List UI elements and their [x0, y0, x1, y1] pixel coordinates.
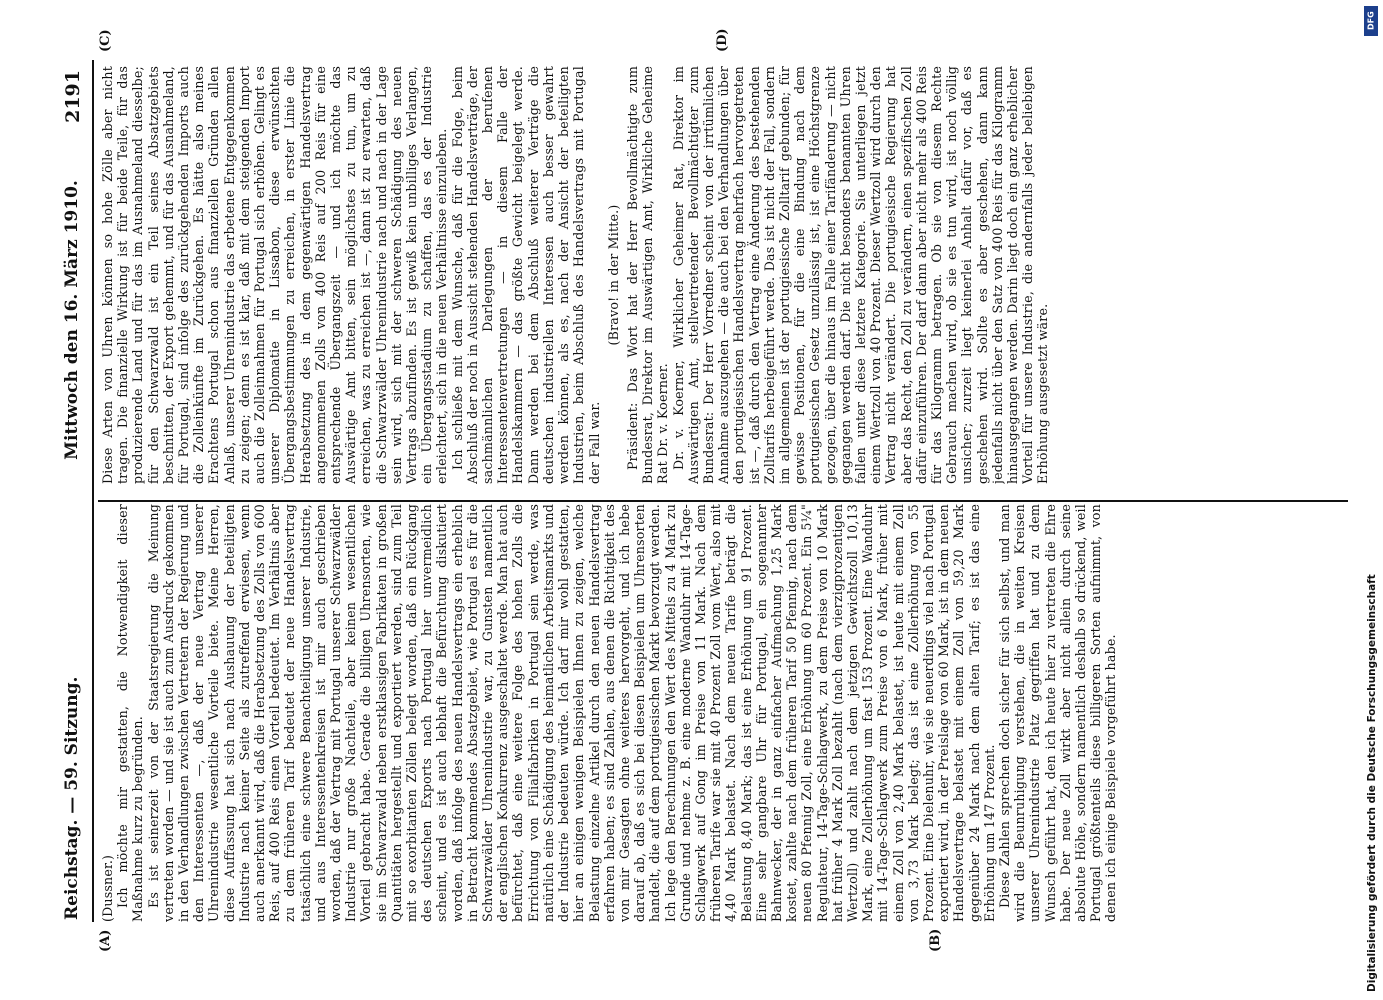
header-rule [92, 60, 94, 922]
speaker-statement: Dr. v. Koerner, Wirklicher Geheimer Rat, Direktor im Auswärtigen Amt, stellvertretender Bevollmächtigter zum Bundesrat: Der Herr Vorredner scheint von der irrtümlichen Annahme auszugehen — die auch bei den Verhandlungen über den portugiesischen Handelsvertrag mehrfach hervorgetreten ist —, daß durch den Vertrag eine Änderung des bestehenden Zolltarifs herbeigeführt werde. Das ist nicht der Fall, sondern im allgemeinen ist der portugiesische Zolltarif gebunden; für gewisse Positionen, für die eine Bindung nach dem portugiesischen Gesetz unzulässig ist, ist eine Höchstgrenze gezogen, über die hinaus im Falle einer Tarifänderung — nicht gegangen werden darf. Die nicht besonders benannten Uhren fallen unter diese letztere Kategorie. Sie unterliegen jetzt einem Wertzoll von 40 Prozent. Dieser Wertzoll wird durch den Vertrag nicht verändert. Die portugiesische Regierung hat aber das Recht, den Zoll zu verändern, einen spezifischen Zoll dafür einzuführen. Der darf dann aber nicht mehr als 400 Reis für das Kilogramm betragen. Ob sie von diesem Rechte Gebrauch machen wird, ob sie es tun wird, ist noch völlig unsicher; zurzeit liegt keinerlei Anhalt dafür vor, daß es geschehen wird. Sollte es aber geschehen, dann kann jedenfalls nicht über den Satz von 400 Reis für das Kilogramm hinausgegangen werden. Darin liegt doch ein ganz erheblicher Vorteil für unsere Industrie, die andernfalls jeder beliebigen Erhöhung ausgesetzt wäre. [670, 66, 1051, 484]
paragraph: Es ist seinerzeit von der Staatsregierung die Meinung vertreten worden — und sie ist auch zum Ausdruck gekommen in den Verhandlungen zwischen Vertretern der Regierung und den Interessenten —, daß der neue Vertrag unserer Uhrenindustrie wesentliche Vorteile biete. Meine Herren, diese Auffassung hat sich nach Aushauung der beteiligten Industrie nach keiner Seite als zutreffend erwiesen, wenn auch anerkannt wird, daß die Herabsetzung des Zolls von 600 Reis, auf 400 Reis einen Vorteil bedeutet. Im Verhältnis aber zu dem früheren Tarif bedeutet der neue Handelsvertrag tatsächlich eine schwere Benachteiligung unserer Industrie, und aus Interessentenkreisen ist mir auch geschrieben worden, daß der Vertrag mit Portugal unserer Schwarzwälder Industrie nur große Nachteile, aber keinen wesentlichen Vorteil gebracht habe. Gerade die billigen Uhrensorten, wie sie im Schwarzwald neben erstklassigen Fabrikaten in großen Quantitäten hergestellt und exportiert werden, sind zum Teil mit so exorbitanten Zöllen belegt worden, daß ein Rückgang des deutschen Exports nach Portugal hier unvermeidlich scheint, und es ist auch lebhaft die Befürchtung diskutiert worden, daß infolge des neuen Handelsvertrags ein erheblich in Betracht kommendes Absatzgebiet, wie Portugal es für die Schwarzwälder Uhrenindustrie war, zu Gunsten namentlich der englischen Konkurrenz ausgeschaltet werde. Man hat auch befürchtet, daß eine weitere Folge des hohen Zolls die Errichtung von Filialfabriken in Portugal sein werde, was natürlich eine Schädigung des heimatlichen Arbeitsmarkts und der Industrie bedeuten würde. Ich darf mir wohl gestatten, hier an einigen wenigen Beispielen Ihnen zu zeigen, welche Belastung einzelne Artikel durch den neuen Handelsvertrag erfahren haben; es sind Zahlen, aus denen die Richtigkeit des von mir Gesagten ohne weiteres hervorgeht, und ich hebe darauf ab, daß es sich bei diesen Beispielen um Uhrensorten handelt, die auf dem portugiesischen Markt bevorzugt werden. Ich lege den Berechnungen den Wert des Mittels zu 4 Mark zu Grunde und nehme z. B. eine moderne Wanduhr mit 14-Tage-Schlagwerk auf Gong im Preise von 11 Mark. Nach dem früheren Tarife war sie mit 40 Prozent Zoll vom Wert, also mit 4,40 Mark belastet. Nach dem neuen Tarife beträgt die Belastung 8,40 Mark; das ist eine Erhöhung um 91 Prozent. Eine sehr gangbare Uhr für Portugal, ein sogenannter Bahnwecker, der in ganz einfacher Aufmachung 1,25 Mark kostet, zahlte nach dem früheren Tarif 50 Pfennig, nach dem neuen 80 Pfennig Zoll, eine Erhöhung um 60 Prozent. Ein 5¼" Regulateur, 14-Tage-Schlagwerk, zu dem Preise von 10 Mark hat früher 4 Mark Zoll bezahlt (nach dem vierzigprozentigen Wertzoll) und zahlt nach dem jetzigen Gewichtszoll 10,13 Mark, eine Zollerhöhung um fast 153 Prozent. Eine Wanduhr mit 14-Tage-Schlagwerk zum Preise von 6 Mark, früher mit einem Zoll von 2,40 Mark belastet, ist heute mit einem Zoll von 3,73 Mark belegt; das ist eine Zollerhöhung von 55 Prozent. Eine Dielenuhr, wie sie neuerdings viel nach Portugal exportiert wird, in der Preislage von 60 Mark, ist in dem neuen Handelsvertrage belastet mit einem Zoll von 59,20 Mark gegenüber 24 Mark nach dem alten Tarif; es ist das eine Erhöhung um 147 Prozent. [145, 504, 997, 922]
margin-marker-c: (C) [98, 29, 113, 52]
paragraph: Diese Arten von Uhren können so hohe Zölle aber nicht tragen. Die finanzielle Wirkung ist für beide Teile, für das produzierende Land und für das im Ausnahmeland diesselbe; für den Schwarzwald ist ein Teil seines Absatzgebiets beschnitten, der Export gehemmt, und für das Ausnahmeland, für Portugal, sind infolge des zurückgehenden Imports auch die Zolleinkünfte im Zurückgehen. Es hätte also meines Erachtens Portugal schon aus finanziellen Gründen allen Anlaß, unserer Uhrenindustrie das erbetene Entgegenkommen zu zeigen; denn es ist klar, daß mit dem steigenden Import auch die Zolleinnahmen für Portugal sich erhöhen. Gelingt es unserer Diplomatie in Lissabon, diese erwünschten Übergangsbestimmungen zu erreichen, in erster Linie die Herabsetzung des in dem gegenwärtigen Handelsvertrag angenommenen Zolls von 400 Reis auf 200 Reis für eine entsprechende Übergangszeit — und ich möchte das Auswärtige Amt bitten, sein möglichstes zu tun, um zu erreichen, was zu erreichen ist —, dann ist zu erwarten, daß die Schwarzwälder Uhrenindustrie nach und nach in der Lage sein wird, sich mit der schweren Schädigung des neuen Vertrags abzufinden. Es ist gewiß kein unbilliges Verlangen, ein Übergangsstadium zu schaffen, das es der Industrie erleichtert, sich in die neuen Verhältnisse einzuleben. [100, 66, 450, 484]
digitization-watermark: Digitalisierung gefördert durch die Deutsche Forschungsgemeinschaft [1366, 574, 1378, 992]
running-head-left: Reichstag. — 59. Sitzung. [62, 676, 82, 920]
paragraph: Diese Zahlen sprechen doch sicher für sich selbst, und man wird die Beunruhigung verstehen, die in weiten Kreisen unserer Uhrenindustrie Platz gegriffen hat und zu dem Wunsch geführt hat, den ich heute hier zu vertreten die Ehre habe. Der neue Zoll wirkt aber nicht allein durch seine absolute Höhe, sondern namentlich deshalb so drückend, weil Portugal größtenteils diese billigeren Sorten aufnimmt, von denen ich einige Beispiele vorgeführt habe. [996, 504, 1119, 922]
president-statement: Präsident: Das Wort hat der Herr Bevollmächtigte zum Bundesrat, Direktor im Auswärtigen Amt, Wirkliche Geheime Rat Dr. v. Koerner. [624, 66, 671, 484]
text-column-left [100, 504, 1328, 922]
applause-note: (Bravo! in der Mitte.) [605, 204, 621, 346]
dfg-logo: DFG [1364, 6, 1378, 36]
column-divider [98, 500, 1348, 502]
margin-marker-a: (A) [98, 929, 113, 952]
page-number: 2191 [62, 70, 84, 123]
running-head-date: Mittwoch den 16. März 1910. [62, 180, 82, 460]
speaker-note: (Dussner.) [100, 854, 115, 922]
paragraph: Ich möchte mir gestatten, die Notwendigkeit dieser Maßnahme kurz zu begründen. [115, 504, 146, 922]
margin-marker-d: (D) [715, 28, 730, 52]
paragraph: Ich schließe mit dem Wunsche, daß für die Folge, beim Abschluß der noch in Aussicht stehenden Handelsverträge, der sachmännlichen Darlegungen der berufenen Interessentenvertretungen — in diesem Falle der Handelskammern — das größte Gewicht beigelegt werde. Dann werden bei dem Abschluß weiterer Verträge die deutschen industriellen Interessen auch besser gewahrt werden können, als es, nach der Ansicht der beteiligten Industrien, beim Abschluß des Handelsvertrags mit Portugal der Fall war. [449, 66, 602, 484]
text-column-right [100, 66, 1328, 484]
margin-marker-b: (B) [928, 928, 943, 952]
